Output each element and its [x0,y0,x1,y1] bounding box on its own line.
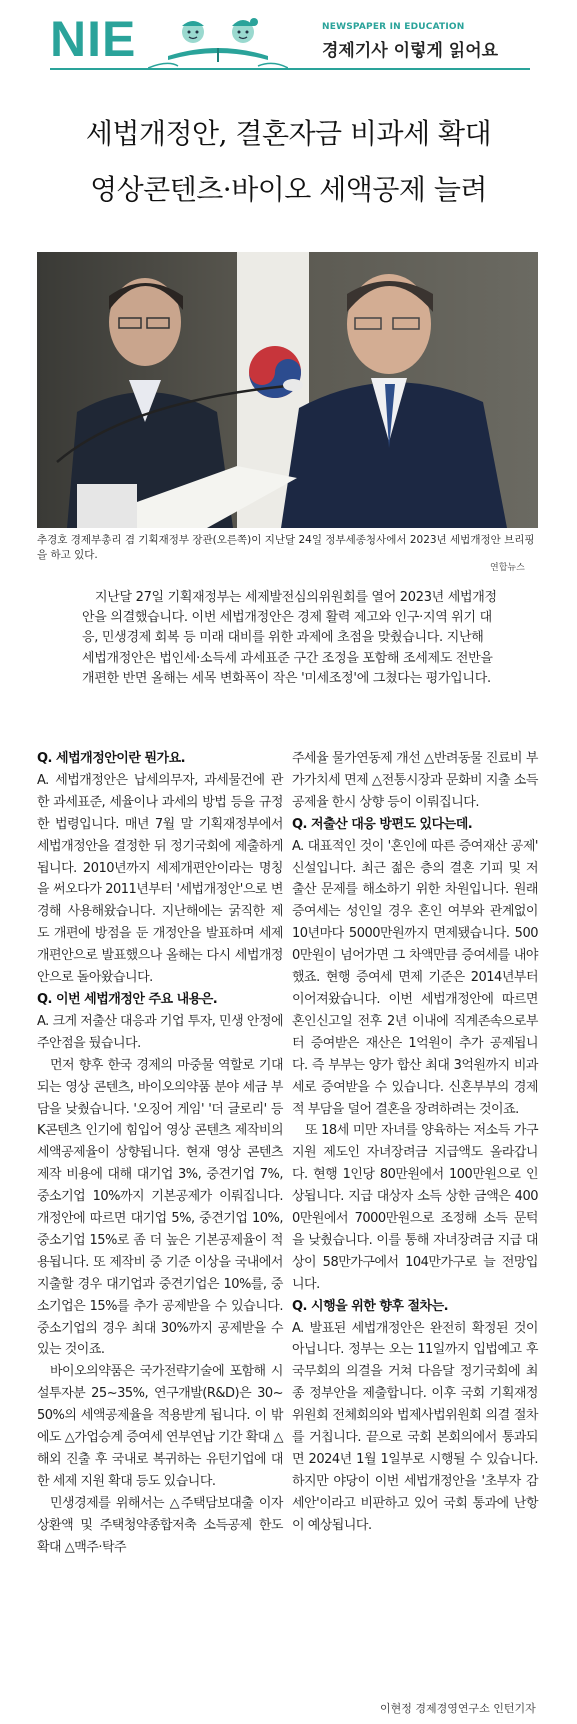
article-paragraph: 또 18세 미만 자녀를 양육하는 저소득 가구 지원 제도인 자녀장려금 지급액도 올라갑니다. 현행 1인당 80만원에서 100만원으로 인상됩니다. 지급 대상자 소득 상한 금액은 4000만원에서 7000만원으로 조정해 소득 문턱을 낮췄습니다. 이를 통해 자녀장려금 지급 대상이 58만가구에서 104만가구로 늘 전망입니다. [292,1123,538,1292]
article-paragraph: A. 대표적인 것이 '혼인에 따른 증여재산 공제' 신설입니다. 최근 젊은 층의 결혼 기피 및 저출산 문제를 해소하기 위한 차원입니다. 원래 증여세는 성인일 경우 혼인 여부와 관계없이 10년마다 5000만원까지 면제됐습니다. 5000만원이 넘어가면 그 차액만큼 증여세를 내야 했죠. 현행 증여세 면제 기준은 2014년부터 이어져왔습니다. 이번 세법개정안에 따르면 혼인신고일 전후 2년 이내에 직계존속으로부터 증여받은 재산은 1억원이 추가 공제됩니다. 즉 부부는 양가 합산 최대 3억원까지 비과세로 증여받을 수 있습니다. 신혼부부의 경제적 부담을 덜어 결혼을 장려하려는 것이죠. [292,838,538,1117]
article-column-right [292,748,538,1537]
briefing-photo [37,252,538,528]
article-paragraph: A. 발표된 세법개정안은 완전히 확정된 것이 아닙니다. 정부는 오는 11일까지 입법예고 후 국무회의 의결을 거쳐 다음달 정기국회에 최종 정부안을 제출합니다. 이후 국회 기획재정위원회 전체회의와 법제사법위원회 의결 절차를 거칩니다. 끝으로 국회 본회의에서 통과되면 2024년 1월 1일부로 시행될 수 있습니다. 하지만 야당이 이번 세법개정안을 '초부자 감세안'이라고 비판하고 있어 국회 통과에 난항이 예상됩니다. [292,1320,538,1533]
article-paragraph: A. 세법개정안은 납세의무자, 과세물건에 관한 과세표준, 세율이나 과세의 방법 등을 규정한 법령입니다. 매년 7월 말 기획재정부에서 세법개정안을 결정한 뒤 정기국회에 제출하게 됩니다. 2010년까지 세제개편안이라는 명칭을 써오다가 2011년부터 '세법개정안'으로 변경해 사용해왔습니다. 지난해에는 굵직한 제도 개편에 방점을 둔 개정안을 발표하며 세제개편안으로 발표했으나 올해는 다시 세법개정안으로 돌아왔습니다. [37,772,283,986]
headline-line-2: 영상콘텐츠·바이오 세액공제 늘려 [90,173,487,206]
newspaper-in-education-label: NEWSPAPER IN EDUCATION [322,22,465,32]
article-paragraph: A. 크게 저출산 대응과 기업 투자, 민생 안정에 주안점을 뒀습니다. [37,1013,283,1051]
question-heading: Q. 시행을 위한 향후 절차는. [292,1298,449,1314]
header-divider [50,68,530,70]
question-heading: Q. 세법개정안이란 뭔가요. [37,751,186,766]
photo-caption: 추경호 경제부총리 겸 기획재정부 장관(오른쪽)이 지난달 24일 정부세종청사에서 2023년 세법개정안 브리핑을 하고 있다. [37,534,535,561]
article-paragraph: 바이오의약품은 국가전략기술에 포함해 시설투자분 25~35%, 연구개발(R&D)은 30~50%의 세액공제율을 적용받게 됩니다. 이 밖에도 △가업승계 증여세 연부연납 기간 확대 △해외 진출 후 국내로 복귀하는 유턴기업에 대한 세제 지원 확대 등도 있습니다. [37,1364,283,1489]
article-headline [0,106,577,218]
question-heading: Q. 이번 세법개정안 주요 내용은. [37,991,218,1007]
article-paragraph: 먼저 향후 한국 경제의 마중물 역할로 기대되는 영상 콘텐츠, 바이오의약품 분야 세금 부담을 낮췄습니다. '오징어 게임' '더 글로리' 등 K콘텐츠 인기에 힘입어 영상 콘텐츠 제작비의 세액공제율이 상향됩니다. 현재 영상 콘텐츠 제작 비용에 대해 대기업 3%, 중견기업 7%, 중소기업 10%까지 기본공제가 이뤄집니다. 개정안에 따르면 대기업 5%, 중견기업 10%, 중소기업 15%로 좀 더 높은 기본공제율이 적용됩니다. 또 제작비 중 기준 이상을 국내에서 지출할 경우 대기업과 중견기업은 10%를, 중소기업은 15%를 추가 공제받을 수 있습니다. 중소기업의 경우 최대 30%까지 공제받을 수 있는 것이죠. [37,1057,283,1358]
question-heading: Q. 저출산 대응 방편도 있다는데. [292,816,473,832]
headline-line-1: 세법개정안, 결혼자금 비과세 확대 [85,117,492,150]
article-paragraph: 민생경제를 위해서는 △주택담보대출 이자상환액 및 주택청약종합저축 소득공제 한도 확대 △맥주·탁주 [37,1495,283,1555]
byline: 이현정 경제경영연구소 인턴기자 [380,1702,536,1715]
article-paragraph: 주세율 물가연동제 개선 △반려동물 진료비 부가가치세 면제 △전통시장과 문화비 지출 소득공제율 한시 상향 등이 이뤄집니다. [292,751,538,810]
kids-reading-illustration-icon [148,10,288,70]
section-title: 경제기사 이렇게 읽어요 [322,41,499,61]
lead-paragraph: 지난달 27일 기획재정부는 세제발전심의위원회를 열어 2023년 세법개정안을 의결했습니다. 이번 세법개정안은 경제 활력 제고와 인구·지역 위기 대응, 민생경제 회복 등 미래 대비를 위한 과제에 초점을 맞췄습니다. 지난해 세법개정안은 법인세·소득세 과세표준 구간 조정을 포함해 조세제도 전반을 개편한 반면 올해는 세목 변화폭이 작은 '미세조정'에 그쳤다는 평가입니다. [82,590,497,686]
section-header [0,0,577,78]
photo-credit: 연합뉴스 [490,563,525,573]
article-lead [82,588,498,689]
article-column-left [37,748,283,1559]
nie-logo: NIE [50,11,137,67]
